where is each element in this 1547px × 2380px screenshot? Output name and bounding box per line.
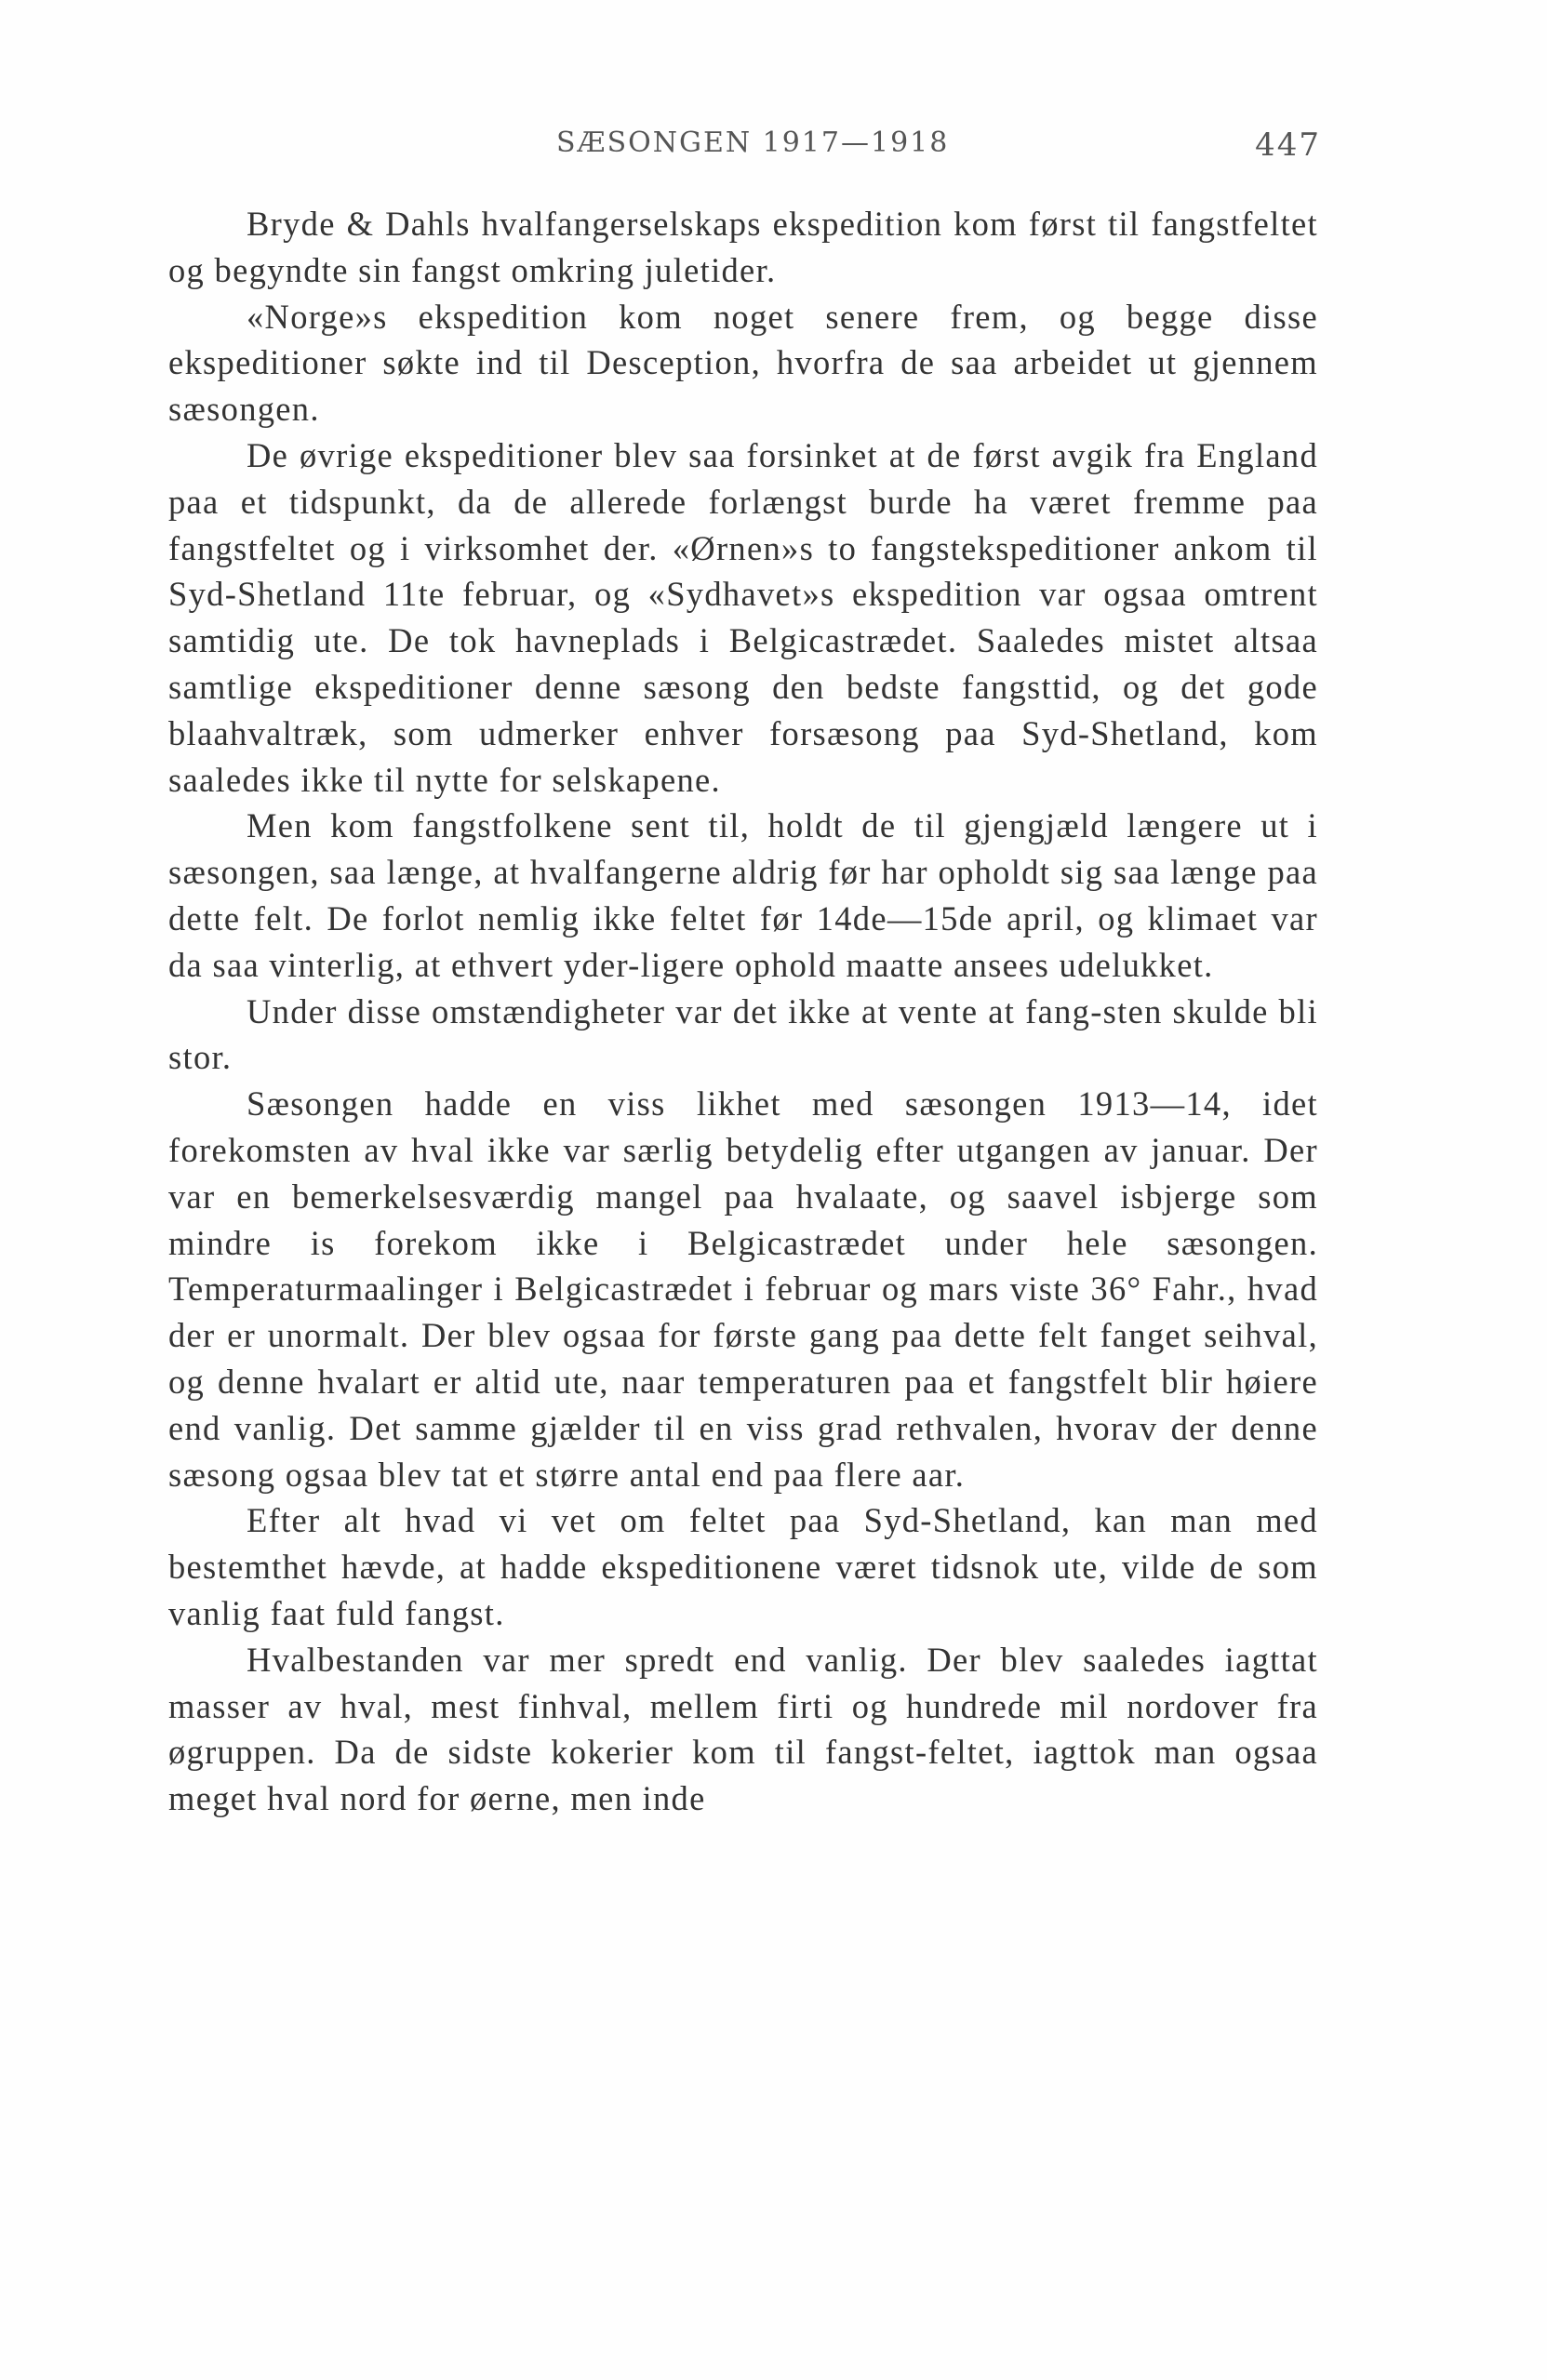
paragraph: Bryde & Dahls hvalfangerselskaps ekspedition kom først til fangstfeltet og begyndte sin fangst omkring juletider. bbox=[168, 205, 1318, 289]
page-header bbox=[166, 119, 1321, 166]
paragraph: De øvrige ekspeditioner blev saa forsinket at de først avgik fra England paa et tidspunkt, da de allerede forlængst burde ha været fremme paa fangstfeltet og i virksomhet der. «Ørnen»s to fangstekspeditioner ankom til Syd-Shetland 11te februar, og «Sydhavet»s ekspedition var ogsaa omtrent samtidig ute. De tok havneplads i Belgicastrædet. Saaledes mistet altsaa samtlige ekspeditioner denne sæsong den bedste fangsttid, og det gode blaahvaltræk, som udmerker enhver forsæsong paa Syd-Shetland, kom saaledes ikke til nytte for selskapene. bbox=[168, 435, 1318, 799]
paragraph: Hvalbestanden var mer spredt end vanlig. Der blev saaledes iagttat masser av hval, mest finhval, mellem firti og hundrede mil nordover fra øgruppen. Da de sidste kokerier kom til fangst-feltet, iagttok man ogsaa meget hval nord for øerne, men inde bbox=[168, 1640, 1318, 1818]
paragraph: Sæsongen hadde en viss likhet med sæsongen 1913—14, idet forekomsten av hval ikke var særlig betydelig efter utgangen av januar. Der var en bemerkelsesværdig mangel paa hvalaate, og saavel isbjerge som mindre is forekom ikke i Belgicastrædet under hele sæsongen. Temperaturmaalinger i Belgicastrædet i februar og mars viste 36° Fahr., hvad der er unormalt. Der blev ogsaa for første gang paa dette felt fanget seihval, og denne hvalart er altid ute, naar temperaturen paa et fangstfelt blir høiere end vanlig. Det samme gjælder til en viss grad rethvalen, hvorav der denne sæsong ogsaa blev tat et større antal end paa flere aar. bbox=[168, 1084, 1318, 1494]
paragraph: Men kom fangstfolkene sent til, holdt de til gjengjæld længere ut i sæsongen, saa længe, at hvalfangerne aldrig før har opholdt sig saa længe paa dette felt. De forlot nemlig ikke feltet før 14de—15de april, og klimaet var da saa vinterlig, at ethvert yder-ligere ophold maatte ansees udelukket. bbox=[168, 806, 1318, 984]
page-number: 447 bbox=[1255, 126, 1321, 164]
paragraph: Under disse omstændigheter var det ikke at vente at fang-sten skulde bli stor. bbox=[168, 991, 1318, 1077]
paragraph: «Norge»s ekspedition kom noget senere frem, og begge disse ekspeditioner søkte ind til Desception, hvorfra de saa arbeidet ut gjennem sæsongen. bbox=[168, 297, 1318, 429]
running-title: SÆSONGEN 1917—1918 bbox=[556, 126, 950, 159]
paragraph: Efter alt hvad vi vet om feltet paa Syd-Shetland, kan man med bestemthet hævde, at hadde ekspeditionene været tidsnok ute, vilde de som vanlig faat fuld fangst. bbox=[168, 1501, 1318, 1632]
body-text bbox=[168, 201, 1318, 1822]
